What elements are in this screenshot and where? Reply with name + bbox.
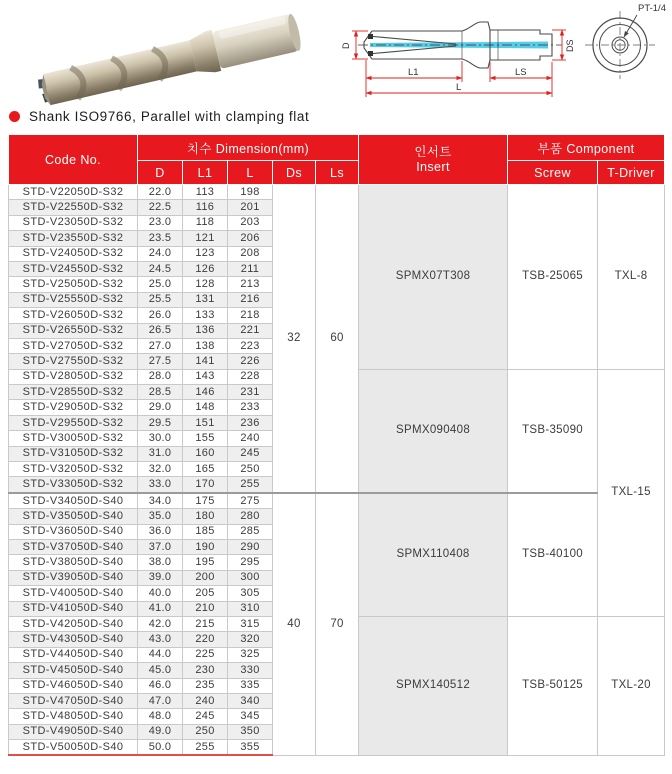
code-cell: STD-V35050D-S40 (9, 509, 138, 524)
l-cell: 245 (228, 446, 273, 461)
l1-cell: 245 (183, 709, 228, 724)
code-cell: STD-V34050D-S40 (9, 493, 138, 509)
d-cell: 36.0 (138, 524, 183, 539)
l-cell: 290 (228, 539, 273, 554)
code-cell: STD-V46050D-S40 (9, 678, 138, 693)
code-cell: STD-V23550D-S32 (9, 231, 138, 246)
code-cell: STD-V49050D-S40 (9, 724, 138, 739)
tdriver-cell: TXL-20 (598, 616, 665, 755)
header-l: L (228, 161, 273, 185)
l1-cell: 185 (183, 524, 228, 539)
header-insert (359, 135, 508, 185)
l1-cell: 250 (183, 724, 228, 739)
code-cell: STD-V37050D-S40 (9, 539, 138, 554)
d-cell: 33.0 (138, 477, 183, 493)
dim-label-l1: L1 (408, 67, 419, 78)
d-cell: 35.0 (138, 509, 183, 524)
d-cell: 44.0 (138, 647, 183, 662)
code-cell: STD-V31050D-S32 (9, 446, 138, 461)
code-cell: STD-V26050D-S32 (9, 308, 138, 323)
insert-cell: SPMX140512 (359, 616, 508, 755)
l1-cell: 180 (183, 509, 228, 524)
d-cell: 39.0 (138, 570, 183, 585)
l1-cell: 116 (183, 200, 228, 215)
l1-cell: 205 (183, 586, 228, 601)
d-cell: 29.0 (138, 400, 183, 415)
l1-cell: 151 (183, 415, 228, 430)
l-cell: 285 (228, 524, 273, 539)
l1-cell: 165 (183, 462, 228, 477)
l1-cell: 113 (183, 185, 228, 200)
l-cell: 208 (228, 246, 273, 261)
l-cell: 198 (228, 185, 273, 200)
d-cell: 29.5 (138, 415, 183, 430)
section-title: Shank ISO9766, Parallel with clamping flat (29, 109, 310, 124)
code-cell: STD-V43050D-S40 (9, 632, 138, 647)
d-cell: 46.0 (138, 678, 183, 693)
code-cell: STD-V50050D-S40 (9, 740, 138, 756)
l-cell: 216 (228, 292, 273, 307)
code-cell: STD-V28550D-S32 (9, 385, 138, 400)
red-bullet-icon (9, 111, 20, 122)
l-cell: 240 (228, 431, 273, 446)
l1-cell: 200 (183, 570, 228, 585)
l1-cell: 123 (183, 246, 228, 261)
l-cell: 320 (228, 632, 273, 647)
l1-cell: 175 (183, 493, 228, 509)
d-cell: 23.5 (138, 231, 183, 246)
header-insert-kr: 인서트 (414, 144, 452, 159)
l1-cell: 195 (183, 555, 228, 570)
l1-cell: 215 (183, 616, 228, 631)
code-cell: STD-V29550D-S32 (9, 415, 138, 430)
l-cell: 201 (228, 200, 273, 215)
l1-cell: 190 (183, 539, 228, 554)
l1-cell: 235 (183, 678, 228, 693)
d-cell: 49.0 (138, 724, 183, 739)
l-cell: 203 (228, 215, 273, 230)
d-cell: 32.0 (138, 462, 183, 477)
screw-cell: TSB-35090 (508, 369, 598, 493)
d-cell: 31.0 (138, 446, 183, 461)
l1-cell: 170 (183, 477, 228, 493)
l1-cell: 146 (183, 385, 228, 400)
code-cell: STD-V38050D-S40 (9, 555, 138, 570)
code-cell: STD-V48050D-S40 (9, 709, 138, 724)
d-cell: 43.0 (138, 632, 183, 647)
l-cell: 236 (228, 415, 273, 430)
d-cell: 25.0 (138, 277, 183, 292)
l1-cell: 240 (183, 693, 228, 708)
code-cell: STD-V29050D-S32 (9, 400, 138, 415)
d-cell: 28.5 (138, 385, 183, 400)
d-cell: 28.0 (138, 369, 183, 384)
d-cell: 26.0 (138, 308, 183, 323)
dim-label-d: D (341, 42, 351, 49)
l1-cell: 255 (183, 740, 228, 756)
l-cell: 231 (228, 385, 273, 400)
product-photo (15, 4, 320, 109)
l-cell: 250 (228, 462, 273, 477)
l1-cell: 143 (183, 369, 228, 384)
l1-cell: 225 (183, 647, 228, 662)
l-cell: 305 (228, 586, 273, 601)
d-cell: 22.5 (138, 200, 183, 215)
code-cell: STD-V26550D-S32 (9, 323, 138, 338)
l1-cell: 131 (183, 292, 228, 307)
code-cell: STD-V27550D-S32 (9, 354, 138, 369)
header-ds: Ds (273, 161, 316, 185)
l-cell: 350 (228, 724, 273, 739)
d-cell: 47.0 (138, 693, 183, 708)
code-cell: STD-V45050D-S40 (9, 663, 138, 678)
d-cell: 25.5 (138, 292, 183, 307)
l1-cell: 128 (183, 277, 228, 292)
d-cell: 50.0 (138, 740, 183, 756)
technical-drawing (338, 0, 672, 105)
code-cell: STD-V33050D-S32 (9, 477, 138, 493)
table-row (9, 493, 665, 509)
ls-cell: 70 (316, 493, 359, 756)
code-cell: STD-V40050D-S40 (9, 586, 138, 601)
l-cell: 221 (228, 323, 273, 338)
d-cell: 40.0 (138, 586, 183, 601)
d-cell: 42.0 (138, 616, 183, 631)
code-cell: STD-V47050D-S40 (9, 693, 138, 708)
l-cell: 255 (228, 477, 273, 493)
d-cell: 24.5 (138, 261, 183, 276)
l-cell: 310 (228, 601, 273, 616)
l-cell: 228 (228, 369, 273, 384)
code-cell: STD-V39050D-S40 (9, 570, 138, 585)
l-cell: 330 (228, 663, 273, 678)
header-l1: L1 (183, 161, 228, 185)
l-cell: 233 (228, 400, 273, 415)
l1-cell: 141 (183, 354, 228, 369)
l1-cell: 220 (183, 632, 228, 647)
d-cell: 34.0 (138, 493, 183, 509)
screw-cell: TSB-50125 (508, 616, 598, 755)
insert-cell: SPMX090408 (359, 369, 508, 493)
l-cell: 295 (228, 555, 273, 570)
code-cell: STD-V23050D-S32 (9, 215, 138, 230)
tdriver-cell: TXL-8 (598, 185, 665, 370)
header-component-group: 부품 Component (508, 135, 665, 161)
l1-cell: 121 (183, 231, 228, 246)
code-cell: STD-V32050D-S32 (9, 462, 138, 477)
dim-label-l: L (456, 82, 462, 93)
header-ls: Ls (316, 161, 359, 185)
d-cell: 23.0 (138, 215, 183, 230)
d-cell: 41.0 (138, 601, 183, 616)
spec-table (8, 134, 665, 756)
dim-label-ls: LS (515, 67, 527, 78)
l-cell: 211 (228, 261, 273, 276)
l-cell: 315 (228, 616, 273, 631)
header-dimension-group: 치수 Dimension(mm) (138, 135, 359, 161)
d-cell: 48.0 (138, 709, 183, 724)
section-title-row (9, 109, 309, 124)
l-cell: 223 (228, 338, 273, 353)
screw-cell: TSB-25065 (508, 185, 598, 370)
table-row (9, 185, 665, 200)
l1-cell: 136 (183, 323, 228, 338)
ds-cell: 32 (273, 185, 316, 493)
l1-cell: 155 (183, 431, 228, 446)
screw-cell: TSB-40100 (508, 493, 598, 617)
l-cell: 275 (228, 493, 273, 509)
l-cell: 218 (228, 308, 273, 323)
header-d: D (138, 161, 183, 185)
l-cell: 325 (228, 647, 273, 662)
l1-cell: 230 (183, 663, 228, 678)
code-cell: STD-V27050D-S32 (9, 338, 138, 353)
insert-cell: SPMX07T308 (359, 185, 508, 370)
d-cell: 27.5 (138, 354, 183, 369)
l1-cell: 126 (183, 261, 228, 276)
d-cell: 45.0 (138, 663, 183, 678)
ds-cell: 40 (273, 493, 316, 756)
l-cell: 340 (228, 693, 273, 708)
d-cell: 37.0 (138, 539, 183, 554)
ls-cell: 60 (316, 185, 359, 493)
header-screw: Screw (508, 161, 598, 185)
d-cell: 26.5 (138, 323, 183, 338)
l1-cell: 133 (183, 308, 228, 323)
d-cell: 38.0 (138, 555, 183, 570)
code-cell: STD-V22050D-S32 (9, 185, 138, 200)
d-cell: 30.0 (138, 431, 183, 446)
l-cell: 226 (228, 354, 273, 369)
header-code-no: Code No. (9, 135, 138, 185)
header-t-driver: T-Driver (598, 161, 665, 185)
code-cell: STD-V42050D-S40 (9, 616, 138, 631)
code-cell: STD-V30050D-S32 (9, 431, 138, 446)
code-cell: STD-V28050D-S32 (9, 369, 138, 384)
l1-cell: 210 (183, 601, 228, 616)
insert-cell: SPMX110408 (359, 493, 508, 617)
l-cell: 280 (228, 509, 273, 524)
l1-cell: 118 (183, 215, 228, 230)
l1-cell: 160 (183, 446, 228, 461)
d-cell: 24.0 (138, 246, 183, 261)
l-cell: 335 (228, 678, 273, 693)
d-cell: 22.0 (138, 185, 183, 200)
l-cell: 206 (228, 231, 273, 246)
l-cell: 355 (228, 740, 273, 756)
code-cell: STD-V25050D-S32 (9, 277, 138, 292)
l1-cell: 138 (183, 338, 228, 353)
code-cell: STD-V44050D-S40 (9, 647, 138, 662)
code-cell: STD-V22550D-S32 (9, 200, 138, 215)
l1-cell: 148 (183, 400, 228, 415)
code-cell: STD-V24050D-S32 (9, 246, 138, 261)
d-cell: 27.0 (138, 338, 183, 353)
header-insert-en: Insert (416, 159, 450, 174)
l-cell: 300 (228, 570, 273, 585)
dim-label-ds: DS (565, 39, 575, 52)
code-cell: STD-V41050D-S40 (9, 601, 138, 616)
l-cell: 345 (228, 709, 273, 724)
code-cell: STD-V36050D-S40 (9, 524, 138, 539)
l-cell: 213 (228, 277, 273, 292)
code-cell: STD-V25550D-S32 (9, 292, 138, 307)
code-cell: STD-V24550D-S32 (9, 261, 138, 276)
pt-callout-label: PT-1/4 (638, 3, 666, 14)
tdriver-cell: TXL-15 (598, 369, 665, 616)
